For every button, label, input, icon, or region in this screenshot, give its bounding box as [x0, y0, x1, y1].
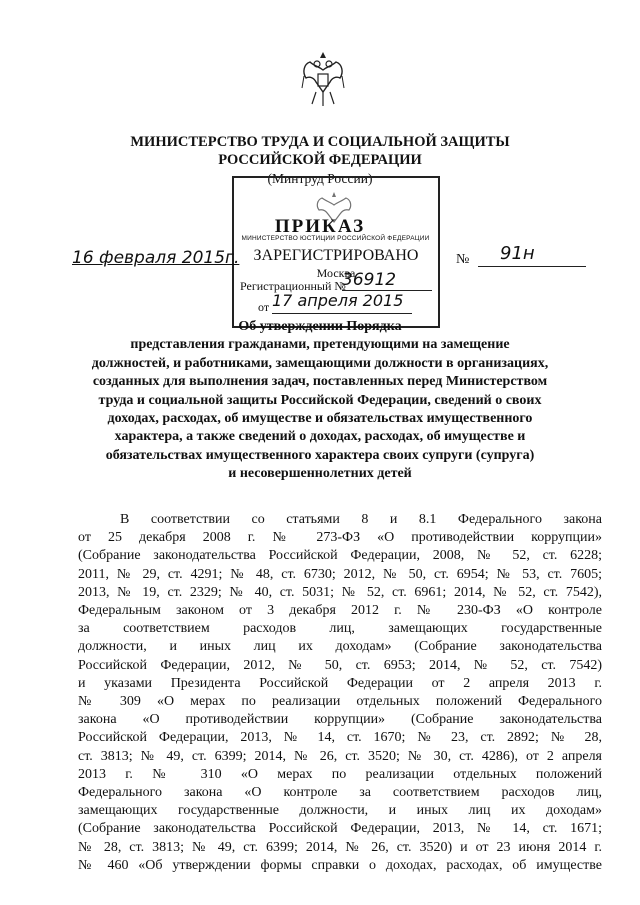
stamp-date-prefix: от	[258, 300, 270, 314]
body-line: должности, и иных лиц их доходам» (Собрание законодательства	[78, 639, 602, 655]
body-line: № 460 «Об утверждении формы справки о доходах, расходах, об имуществе	[78, 857, 602, 873]
stamp-reg-number: 36912	[342, 270, 397, 290]
body-line: Федеральным законом от 3 декабря 2012 г. № 230-ФЗ «О контроле	[78, 603, 602, 619]
body-line: 2013 г. № 310 «О мерах по реализации отдельных положений	[78, 766, 602, 782]
body-line: и указами Президента Российской Федерации от 2 апреля 2013 г.	[78, 675, 602, 691]
title-line: труда и социальной защиты Российской Федерации, сведений о своих	[98, 392, 542, 408]
body-line: за соответствием расходов лиц, замещающих государственные	[78, 621, 602, 637]
title-line: доходах, расходах, об имуществе и обязательствах имущественного	[107, 411, 533, 427]
coat-of-arms-icon	[300, 48, 346, 108]
body-line: 2013, № 19, ст. 2329; № 40, ст. 5031; № 52, ст. 6961; 2014, № 52, ст. 7542),	[78, 584, 602, 600]
title-line: представления гражданами, претендующими на замещение	[130, 337, 510, 353]
order-date: 16 февраля 2015г.	[72, 248, 240, 268]
body-line: В соответствии со статьями 8 и 8.1 Федерального закона	[120, 512, 602, 527]
body-line: № 28, ст. 3813; № 49, ст. 6399; 2014, № 26, ст. 3520) и от 23 июня 2014 г.	[78, 839, 602, 855]
order-number: 91н	[500, 243, 535, 264]
order-number-label: №	[456, 252, 470, 267]
stamp-reg-date: 17 апреля 2015	[272, 291, 404, 310]
body-line: замещающих государственные должности, и иных лиц их доходам»	[78, 803, 602, 819]
ministry-name-line2: РОССИЙСКОЙ ФЕДЕРАЦИИ	[218, 152, 422, 168]
stamp-reg-label: Регистрационный №	[240, 279, 346, 293]
body-line: ст. 3813; № 49, ст. 6399; 2014, № 26, ст. 3520; № 30, ст. 4286), от 2 апреля	[78, 748, 602, 764]
body-line: закона «О противодействии коррупции» (Собрание законодательства	[78, 712, 602, 728]
document-title	[60, 318, 580, 484]
body-line: от 25 декабря 2008 г. № 273-ФЗ «О противодействии коррупции»	[78, 530, 602, 546]
body-line: (Собрание законодательства Российской Федерации, 2008, № 52, ст. 6228;	[78, 548, 602, 564]
body-line: 2011, № 29, ст. 4291; № 48, ст. 6730; 2012, № 50, ст. 6954; № 53, ст. 7605;	[78, 566, 602, 582]
reg-date-underline	[272, 313, 412, 314]
stamp-registered: ЗАРЕГИСТРИРОВАНО	[253, 247, 419, 264]
ministry-name-line1: МИНИСТЕРСТВО ТРУДА И СОЦИАЛЬНОЙ ЗАЩИТЫ	[130, 134, 510, 150]
stamp-city: Москва	[316, 266, 356, 280]
body-line: Федерального закона «О контроле за соответствием расходов лиц,	[78, 785, 602, 801]
ministry-abbreviation: (Минтруд России)	[267, 171, 373, 186]
title-line: характера, а также сведений о доходах, расходах, об имуществе и	[114, 429, 526, 445]
title-line: Об утверждении Порядка	[238, 319, 402, 334]
title-line: и несовершеннолетних детей	[228, 466, 412, 482]
title-line: обязательствах имущественного характера своих супруги (супруга)	[105, 447, 535, 463]
body-line: (Собрание законодательства Российской Федерации, 2013, № 14, ст. 1671;	[78, 821, 602, 837]
title-line: должностей, и работниками, замещающими должности в организациях,	[91, 355, 549, 371]
stamp-ministry-text: МИНИСТЕРСТВО ЮСТИЦИИ РОССИЙСКОЙ ФЕДЕРАЦИИ	[241, 235, 430, 242]
title-line: созданных для выполнения задач, поставленных перед Министерством	[92, 374, 548, 390]
body-line: Российской Федерации, 2013, № 14, ст. 1670; № 23, ст. 2892; № 28,	[78, 730, 602, 746]
document-type-heading: ПРИКАЗ	[274, 216, 366, 237]
body-line: Российской Федерации, 2012, № 50, ст. 6953; 2014, № 52, ст. 7542)	[78, 657, 602, 673]
body-line: № 309 «О мерах по реализации отдельных положений Федерального	[78, 694, 602, 710]
order-number-underline	[478, 266, 586, 267]
document-body	[78, 511, 602, 875]
